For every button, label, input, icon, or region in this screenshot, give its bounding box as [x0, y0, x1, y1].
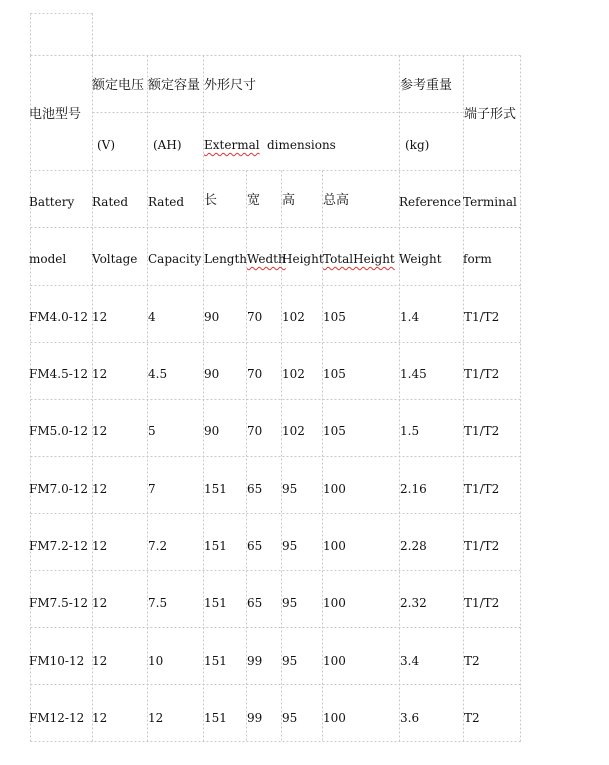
header-capacity-unit: (AH)	[153, 138, 182, 152]
cell-total: 100	[323, 596, 346, 610]
cell-total: 100	[323, 539, 346, 553]
cell-length: 151	[204, 596, 227, 610]
cell-terminal: T1/T2	[464, 367, 500, 381]
cell-model: FM4.0-12	[29, 310, 89, 324]
header-voltage-unit: (V)	[97, 138, 116, 152]
cell-length: 90	[204, 424, 220, 438]
header-length-cn: 长	[204, 193, 218, 208]
cell-total: 105	[323, 367, 346, 381]
cell-terminal: T1/T2	[464, 596, 500, 610]
cell-weight: 1.45	[400, 367, 427, 381]
cell-height: 95	[282, 654, 298, 668]
header-capacity: Capacity	[148, 252, 202, 266]
header-dims-en-2: dimensions	[267, 138, 336, 152]
cell-height: 102	[282, 310, 305, 324]
cell-length: 151	[204, 539, 227, 553]
cell-width: 70	[247, 424, 263, 438]
cell-capacity: 4	[148, 310, 156, 324]
header-rated-voltage: Rated	[92, 195, 129, 209]
header-height-cn: 高	[282, 193, 296, 208]
header-dims-cn: 外形尺寸	[204, 78, 257, 93]
header-length: Length	[204, 252, 248, 266]
cell-voltage: 12	[92, 424, 108, 438]
header-total-height: TotalHeight	[323, 252, 395, 266]
cell-weight: 1.5	[400, 424, 420, 438]
cell-capacity: 7.5	[148, 596, 168, 610]
header-terminal-cn: 端子形式	[464, 107, 517, 122]
header-width: Wedth	[247, 252, 286, 266]
cell-terminal: T1/T2	[464, 310, 500, 324]
cell-model: FM5.0-12	[29, 424, 89, 438]
cell-length: 90	[204, 367, 220, 381]
cell-voltage: 12	[92, 711, 108, 725]
cell-terminal: T2	[464, 654, 480, 668]
cell-model: FM7.0-12	[29, 482, 89, 496]
cell-capacity: 5	[148, 424, 156, 438]
header-weight-unit: (kg)	[405, 138, 430, 152]
cell-terminal: T1/T2	[464, 482, 500, 496]
header-terminal: Terminal	[463, 195, 517, 209]
cell-length: 90	[204, 310, 220, 324]
header-rated-capacity: Rated	[148, 195, 185, 209]
cell-height: 102	[282, 424, 305, 438]
cell-height: 95	[282, 596, 298, 610]
cell-weight: 1.4	[400, 310, 420, 324]
header-dims-en-1: Extermal	[204, 138, 260, 152]
cell-model: FM7.2-12	[29, 539, 89, 553]
cell-capacity: 7.2	[148, 539, 168, 553]
cell-length: 151	[204, 711, 227, 725]
cell-height: 102	[282, 367, 305, 381]
header-model: model	[29, 252, 67, 266]
cell-weight: 2.28	[400, 539, 427, 553]
cell-voltage: 12	[92, 539, 108, 553]
header-model-cn: 电池型号	[29, 107, 82, 122]
header-total-cn: 总高	[323, 193, 350, 208]
cell-capacity: 4.5	[148, 367, 168, 381]
cell-weight: 2.32	[400, 596, 427, 610]
header-voltage-cn: 额定电压	[92, 78, 145, 93]
cell-voltage: 12	[92, 596, 108, 610]
cell-capacity: 10	[148, 654, 164, 668]
cell-terminal: T2	[464, 711, 480, 725]
cell-width: 70	[247, 310, 263, 324]
header-capacity-cn: 额定容量	[148, 78, 201, 93]
cell-weight: 2.16	[400, 482, 427, 496]
cell-width: 99	[247, 654, 263, 668]
header-battery: Battery	[29, 195, 75, 209]
cell-height: 95	[282, 539, 298, 553]
cell-capacity: 12	[148, 711, 164, 725]
cell-capacity: 7	[148, 482, 156, 496]
cell-terminal: T1/T2	[464, 424, 500, 438]
cell-voltage: 12	[92, 367, 108, 381]
cell-total: 100	[323, 711, 346, 725]
cell-length: 151	[204, 482, 227, 496]
cell-total: 100	[323, 654, 346, 668]
cell-height: 95	[282, 482, 298, 496]
cell-width: 65	[247, 596, 263, 610]
cell-model: FM4.5-12	[29, 367, 89, 381]
cell-width: 70	[247, 367, 263, 381]
cell-total: 105	[323, 310, 346, 324]
cell-weight: 3.4	[400, 654, 420, 668]
cell-weight: 3.6	[400, 711, 420, 725]
cell-terminal: T1/T2	[464, 539, 500, 553]
cell-model: FM7.5-12	[29, 596, 89, 610]
cell-width: 65	[247, 539, 263, 553]
header-reference: Reference	[399, 195, 462, 209]
header-voltage: Voltage	[92, 252, 138, 266]
cell-total: 100	[323, 482, 346, 496]
cell-width: 99	[247, 711, 263, 725]
cell-voltage: 12	[92, 482, 108, 496]
header-weight-cn: 参考重量	[400, 78, 453, 93]
cell-total: 105	[323, 424, 346, 438]
cell-length: 151	[204, 654, 227, 668]
header-form: form	[463, 252, 492, 266]
cell-height: 95	[282, 711, 298, 725]
cell-model: FM12-12	[29, 711, 85, 725]
cell-width: 65	[247, 482, 263, 496]
cell-voltage: 12	[92, 654, 108, 668]
header-weight: Weight	[399, 252, 442, 266]
cell-voltage: 12	[92, 310, 108, 324]
cell-model: FM10-12	[29, 654, 85, 668]
header-height: Height	[282, 252, 324, 266]
header-width-cn: 宽	[247, 193, 261, 208]
